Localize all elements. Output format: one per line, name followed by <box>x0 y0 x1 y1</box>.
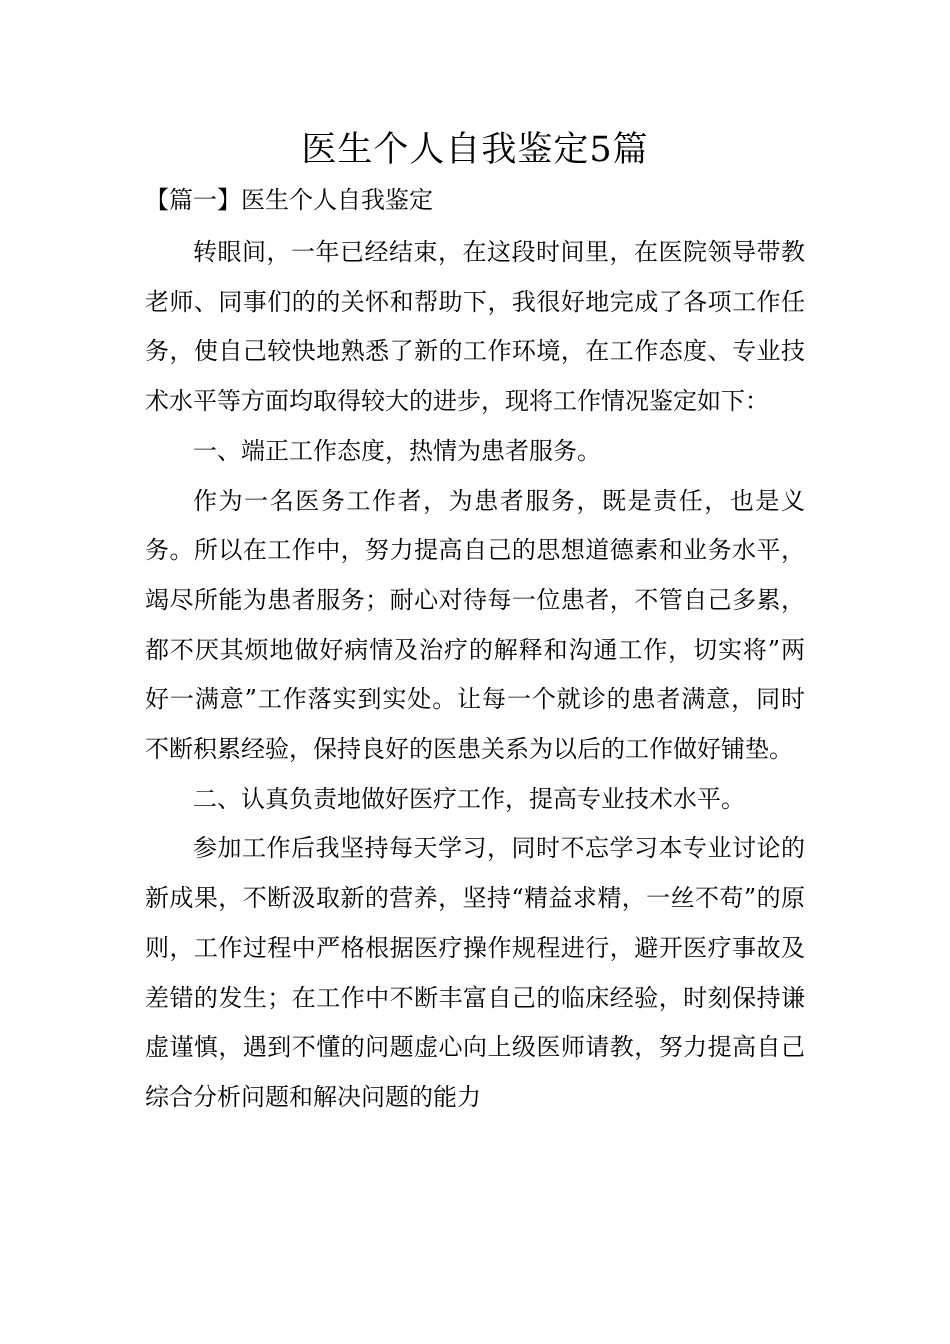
paragraph-heading-1: 一、端正工作态度，热情为患者服务。 <box>193 436 601 465</box>
paragraph-intro: 转眼间，一年已经结束，在这段时间里，在医院领导带教老师、同事们的的关怀和帮助下，我很好地完成了各项工作任务，使自己较快地熟悉了新的工作环境，在工作态度、专业技术水平等方面均取得较大的进步，现将工作情况鉴定如下： <box>145 238 805 416</box>
document-body <box>145 228 805 1123</box>
paragraph-attitude: 作为一名医务工作者，为患者服务，既是责任，也是义务。所以在工作中，努力提高自己的思想道德素和业务水平，竭尽所能为患者服务；耐心对待每一位患者，不管自己多累，都不厌其烦地做好病情及治疗的解释和沟通工作，切实将”两好一满意”工作落实到实处。让每一个就诊的患者满意，同时不断积累经验，保持良好的医患关系为以后的工作做好铺垫。 <box>145 486 805 764</box>
paragraph-learning: 参加工作后我坚持每天学习，同时不忘学习本专业讨论的新成果，不断汲取新的营养，坚持“精益求精，一丝不苟”的原则，工作过程中严格根据医疗操作规程进行，避开医疗事故及差错的发生；在工作中不断丰富自己的临床经验，时刻保持谦虚谨慎，遇到不懂的问题虚心向上级医师请教，努力提高自己综合分析问题和解决问题的能力 <box>145 834 805 1111</box>
paragraph-heading-2: 二、认真负责地做好医疗工作，提高专业技术水平。 <box>193 784 745 813</box>
section-heading: 【篇一】医生个人自我鉴定 <box>145 186 433 214</box>
document-title: 医生个人自我鉴定5篇 <box>301 130 649 170</box>
